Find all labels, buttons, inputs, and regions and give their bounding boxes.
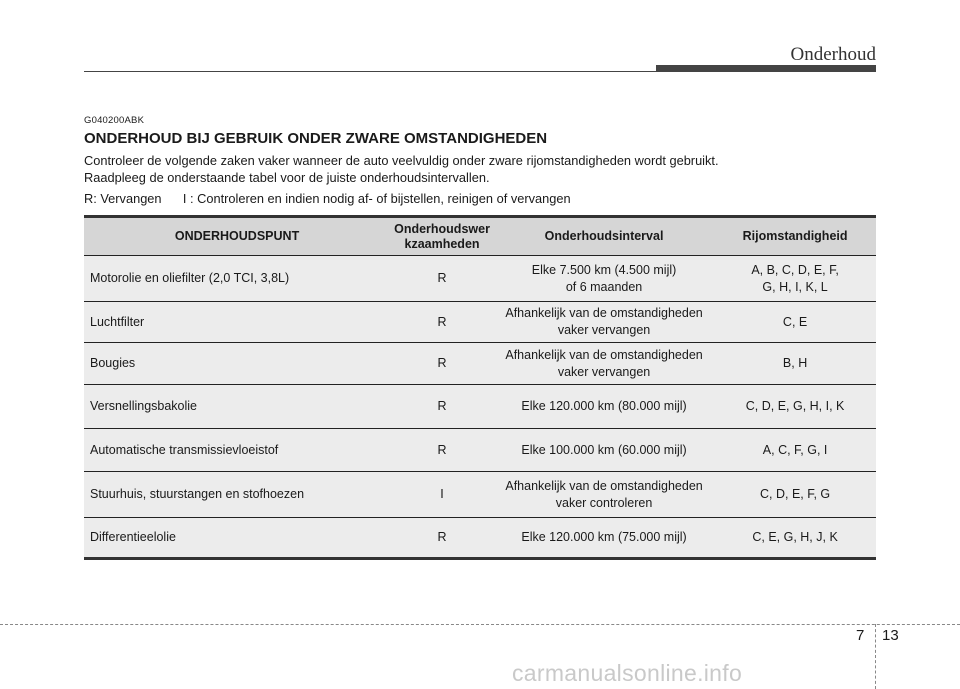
cell-interval <box>494 343 714 385</box>
cell-interval <box>494 429 714 472</box>
cell-point-line: Luchtfilter <box>90 314 145 329</box>
table-row <box>84 302 876 343</box>
cell-interval-line: of 6 maanden <box>565 279 643 294</box>
cell-method-line: R <box>437 271 447 285</box>
cell-point <box>84 518 390 559</box>
header-conditions: Rijomstandigheid <box>714 217 876 256</box>
cell-method-line: I <box>440 487 444 501</box>
cell-method <box>390 518 494 559</box>
cell-method-line: R <box>437 442 447 457</box>
cell-conditions-line: B, H <box>782 356 808 370</box>
watermark-logo: carmanualsonline.info <box>512 660 743 686</box>
cell-method-line: R <box>437 399 447 413</box>
cell-method <box>390 429 494 472</box>
cell-conditions <box>714 302 876 343</box>
cell-point <box>84 472 390 518</box>
cell-interval <box>494 472 714 518</box>
header-divider-bar <box>656 65 876 72</box>
cell-conditions-line: C, E <box>782 314 808 329</box>
cell-conditions <box>714 343 876 385</box>
header-interval: Onderhoudsinterval <box>494 217 714 256</box>
cell-interval-line: Afhankelijk van de omstandigheden <box>505 347 703 362</box>
cell-interval-line: Afhankelijk van de omstandigheden <box>505 306 703 320</box>
footer-vertical-divider <box>875 624 876 689</box>
cell-method <box>390 302 494 343</box>
section-code: G040200ABK <box>84 115 145 126</box>
header-method <box>390 217 494 256</box>
footer-divider <box>0 624 960 625</box>
cell-interval-line: vaker vervangen <box>557 364 651 379</box>
cell-method-line: R <box>437 314 447 329</box>
cell-interval-line: vaker vervangen <box>557 323 651 337</box>
cell-method <box>390 472 494 518</box>
intro-line: Controleer de volgende zaken vaker wanneer de auto veelvuldig onder zware rijomstandigheden wordt gebruikt. <box>84 153 719 168</box>
cell-conditions-line: A, C, F, G, I <box>762 442 828 457</box>
cell-interval <box>494 518 714 559</box>
cell-point <box>84 343 390 385</box>
header-point: ONDERHOUDSPUNT <box>84 217 390 256</box>
intro-line: Raadpleeg de onderstaande tabel voor de juiste onderhoudsintervallen. <box>84 170 490 185</box>
maintenance-table <box>84 215 876 560</box>
cell-point-line: Versnellingsbakolie <box>90 399 198 413</box>
cell-interval <box>494 385 714 429</box>
cell-point <box>84 429 390 472</box>
legend: R: Vervangen I : Controleren en indien nodig af- of bijstellen, reinigen of vervangen <box>84 191 571 206</box>
page-number: 13 <box>882 627 899 644</box>
table-row <box>84 472 876 518</box>
cell-interval-line: Elke 7.500 km (4.500 mijl) <box>531 262 677 277</box>
cell-point-line: Motorolie en oliefilter (2,0 TCI, 3,8L) <box>90 271 290 285</box>
cell-conditions <box>714 518 876 559</box>
cell-conditions-line: C, E, G, H, J, K <box>752 530 838 544</box>
table-row <box>84 518 876 559</box>
cell-interval <box>494 302 714 343</box>
header-divider <box>84 71 656 72</box>
section-title: ONDERHOUD BIJ GEBRUIK ONDER ZWARE OMSTANDIGHEDEN <box>84 130 548 147</box>
cell-interval-line: Elke 120.000 km (75.000 mijl) <box>521 530 687 544</box>
cell-method <box>390 385 494 429</box>
cell-interval-line: Afhankelijk van de omstandigheden <box>505 478 703 493</box>
intro-text <box>84 152 719 186</box>
cell-conditions-line: G, H, I, K, L <box>762 279 828 294</box>
cell-conditions <box>714 472 876 518</box>
cell-method <box>390 343 494 385</box>
cell-conditions-line: C, D, E, G, H, I, K <box>745 399 845 413</box>
cell-point-line: Stuurhuis, stuurstangen en stofhoezen <box>90 487 305 501</box>
header-method-line: Onderhoudswer <box>394 221 490 236</box>
cell-method-line: R <box>437 530 447 544</box>
table-row <box>84 256 876 302</box>
cell-conditions-line: A, B, C, D, E, F, <box>751 262 839 277</box>
cell-method <box>390 256 494 302</box>
header-method-line: kzaamheden <box>404 236 480 251</box>
chapter-number: 7 <box>856 627 865 644</box>
cell-interval-line: Elke 100.000 km (60.000 mijl) <box>521 442 687 457</box>
cell-point-line: Automatische transmissievloeistof <box>90 442 279 457</box>
cell-point-line: Bougies <box>90 356 136 370</box>
cell-point-line: Differentieelolie <box>90 530 176 544</box>
cell-interval-line: Elke 120.000 km (80.000 mijl) <box>521 399 687 413</box>
cell-point <box>84 256 390 302</box>
cell-point <box>84 385 390 429</box>
table-row <box>84 343 876 385</box>
cell-point <box>84 302 390 343</box>
cell-method-line: R <box>437 356 447 370</box>
cell-interval <box>494 256 714 302</box>
table-row <box>84 385 876 429</box>
cell-interval-line: vaker controleren <box>555 495 653 510</box>
cell-conditions <box>714 385 876 429</box>
running-header-title: Onderhoud <box>790 44 876 65</box>
cell-conditions-line: C, D, E, F, G <box>760 487 831 501</box>
table-header-row <box>84 217 876 256</box>
cell-conditions <box>714 429 876 472</box>
table-row <box>84 429 876 472</box>
cell-conditions <box>714 256 876 302</box>
